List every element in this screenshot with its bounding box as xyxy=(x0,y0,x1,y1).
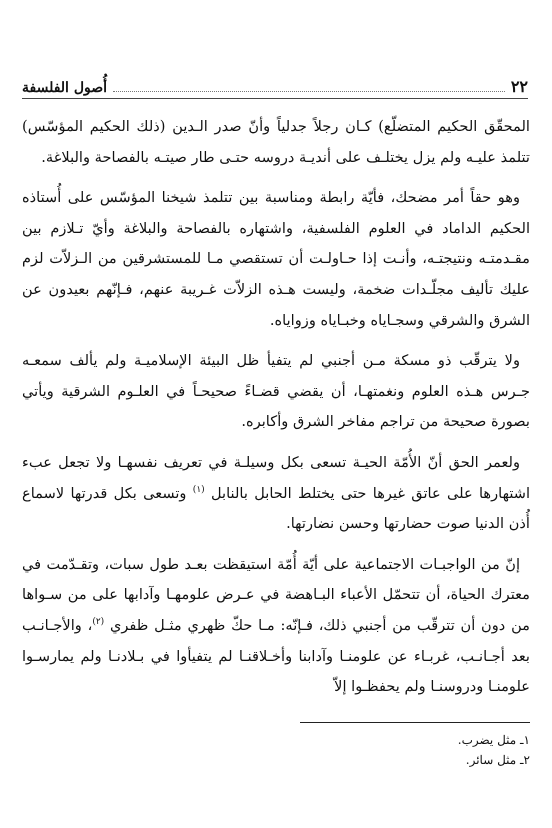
paragraph-3-text: ولا يترقّب ذو مسكة مـن أجنبي لم يتفيأ ظل البيئة الإسلاميـة ولم يألف سمعـه جـرس هـذه العلوم ونغمتهـا، أن يقضي قضـاءً صحيحـاً في العلـوم الشرقية ويأتي بصورة صحيحة من تراجم مفاخر الشرق وأكابره. xyxy=(22,352,530,431)
page-header xyxy=(22,76,528,99)
footnote-ref-1[interactable]: (١) xyxy=(192,484,205,495)
paragraph-1: المحقّق الحكيم المتضلّع) كـان رجلاً جدلياً وأنّ صدر الـدين (ذلك الحكيم المؤسّس) تتلمذ عليـه ولم يزل يختلـف على أنديـة دروسه حتـى طار صيتـه بالفصاحة والبلاغة. xyxy=(22,118,530,166)
paragraph-2 xyxy=(22,183,530,336)
paragraph-5-text: إنّ من الواجبـات الاجتماعية على أيّة أُمّة استيقظت بعـد طول سبات، وتقـدّمت في معترك الحياة، أن تتحمّل الأعباء البـاهضة في عـرض علومهـا وآدابها على من سـواها من دون أن تترقّب من أجنبي ذلك، فـإنّه: مـا حكّ ظهري مثـل ظفري xyxy=(22,555,530,634)
footnote-2: ٢ـ مثل سائر. xyxy=(465,753,530,767)
header-dotted-leader xyxy=(113,91,505,92)
paragraph-5-continuation: ، والأجـانـب بعد أجـانـب، غربـاء عن علومنـا وآدابنا وأخـلاقنـا لم يتفيأوا في بـلادنـا ولم يمارسـوا علومنـا ودروسنـا ولم يحفظـوا إلاّ xyxy=(22,616,530,696)
page-number: ٢٢ xyxy=(510,77,528,96)
paragraph-4 xyxy=(22,448,530,540)
paragraph-5 xyxy=(22,550,530,703)
paragraph-4-continuation: وتسعى بكل قدرتها لاسماع أُذن الدنيا صوت حضارتها وحسن نضارتها. xyxy=(22,484,530,533)
footnote-1: ١ـ مثل يضرب. xyxy=(457,733,530,747)
footnote-ref-2[interactable]: (٢) xyxy=(92,617,105,628)
paragraph-2-text: وهو حقاً أمر مضحك، فأيّة رابطة ومناسبة بين تتلمذ شيخنا المؤسّس على أُستاذه الحكيم الداماد في العلوم الفلسفية، واشتهاره بالفصاحة والبلاغة وأيّ تـلازم بين مقـدمتـه ونتيجتـه، وأنـت إذا حـاولـت أن تستقصي مـا للمستشرقين من الـزلاّت لزم عليك تأليف مجلّـدات ضخمة، وليست هـذه الزلاّت غـريبة عنهم، فـإنّهم بعيدون عن الشرق والشرقي وسجـاياه وخبـاياه وزواياه. xyxy=(22,189,530,329)
running-title: أُصول الفلسفة xyxy=(22,80,108,96)
footnote-separator xyxy=(300,722,530,723)
footnotes xyxy=(22,730,530,770)
page-body xyxy=(22,112,530,713)
paragraph-4-text: ولعمر الحق أنّ الأُمّة الحيـة تسعى بكل وسيلـة في تعريف نفسهـا ولا تجعل عبء اشتهارها على عاتق غيرها حتى يختلط الحابل بالنابل xyxy=(22,453,531,502)
paragraph-3 xyxy=(22,346,530,438)
